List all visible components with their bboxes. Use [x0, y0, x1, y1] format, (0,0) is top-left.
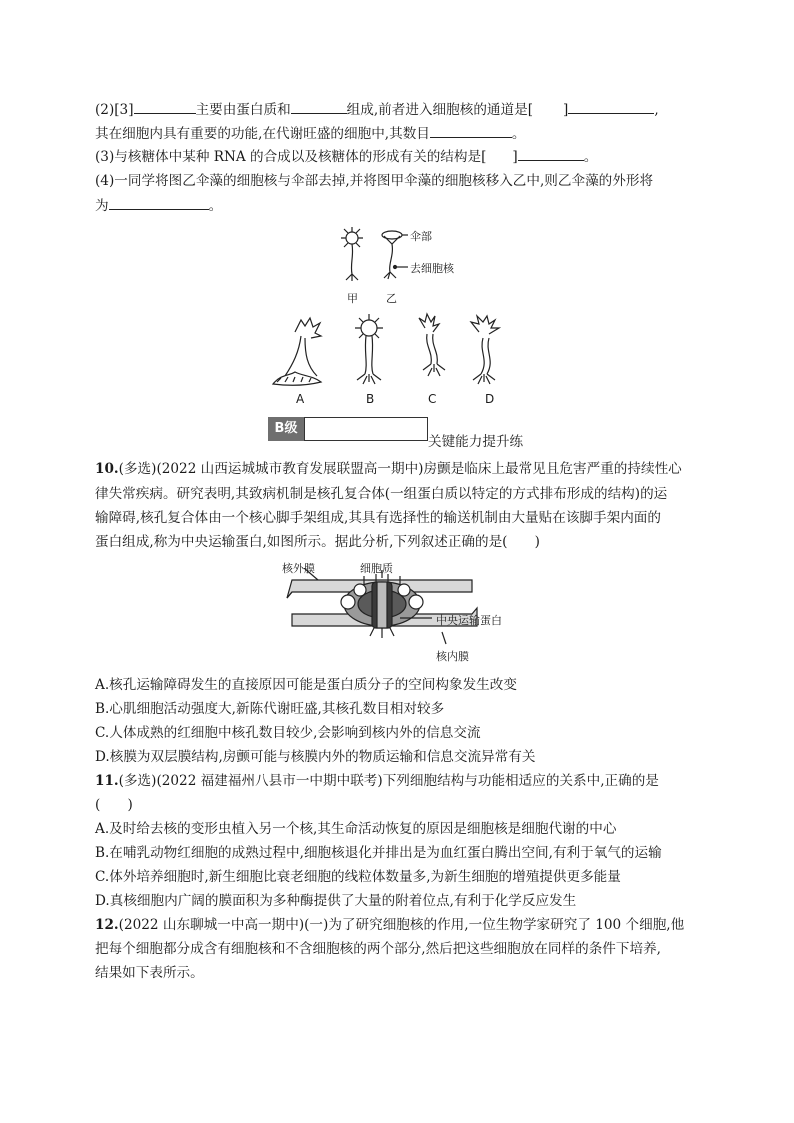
q10-line1: 10.(多选)(2022 山西运城城市教育发展联盟高一期中)房颤是临床上最常见且危害严重的持续性心	[95, 461, 682, 477]
q10-option-d[interactable]: D.核膜为双层膜结构,房颤可能与核膜内外的物质运输和信息交流异常有关	[95, 749, 536, 765]
q11-line2: ( )	[95, 797, 133, 813]
option-a-label: A	[296, 392, 305, 406]
q11-line1: 11.(多选)(2022 福建福州八县市一中期中联考)下列细胞结构与功能相适应的关系中,正确的是	[95, 773, 659, 789]
label-inner-membrane: 核内膜	[436, 650, 469, 663]
q12-line2: 把每个细胞都分成含有细胞核和不含细胞核的两个部分,然后把这些细胞放在同样的条件下培养,	[95, 941, 661, 957]
q9-part4-line1: (4)一同学将图乙伞藻的细胞核与伞部去掉,并将图甲伞藻的细胞核移入乙中,则乙伞藻的外形将	[95, 173, 654, 189]
q11-option-a[interactable]: A.及时给去核的变形虫植入另一个核,其生命活动恢复的原因是细胞核是细胞代谢的中心	[95, 821, 617, 837]
option-c-label: C	[428, 392, 437, 406]
answer-blank[interactable]	[430, 124, 512, 138]
q10-option-a[interactable]: A.核孔运输障碍发生的直接原因可能是蛋白质分子的空间构象发生改变	[95, 677, 517, 693]
label-jia: 甲	[347, 292, 358, 305]
label-denucleated: 去细胞核	[410, 262, 454, 275]
answer-blank[interactable]	[518, 147, 584, 161]
label-umbrella: 伞部	[410, 230, 432, 243]
q10-line4: 蛋白组成,称为中央运输蛋白,如图所示。据此分析,下列叙述正确的是( )	[95, 534, 540, 550]
option-c-shape	[419, 314, 445, 376]
answer-blank[interactable]	[291, 100, 347, 114]
q9-part3: (3)与核糖体中某种 RNA 的合成以及核糖体的形成有关的结构是[ ] 。	[95, 149, 598, 165]
answer-blank[interactable]	[134, 100, 196, 114]
q10-line3: 输障碍,核孔复合体由一个核心脚手架组成,其具有选择性的输送机制由大量贴在该脚手架内面的	[95, 510, 661, 526]
q12-line3: 结果如下表所示。	[95, 965, 204, 981]
q11-option-b[interactable]: B.在哺乳动物红细胞的成熟过程中,细胞核退化并排出是为血红蛋白腾出空间,有利于氧气的运输	[95, 845, 662, 861]
q11-option-d[interactable]: D.真核细胞内广阔的膜面积为多种酶提供了大量的附着位点,有利于化学反应发生	[95, 893, 577, 909]
option-b-shape	[355, 314, 383, 384]
option-b-label: B	[366, 392, 375, 406]
q9-part2-line1: (2)[3] 主要由蛋白质和 组成,前者进入细胞核的通道是[ ] ,	[95, 102, 659, 118]
question-number: 12.	[95, 917, 119, 933]
q10-line2: 律失常疾病。研究表明,其致病机制是核孔复合体(一组蛋白质以特定的方式排布形成的结构)的运	[95, 486, 668, 502]
q11-option-c[interactable]: C.体外培养细胞时,新生细胞比衰老细胞的线粒体数量多,为新生细胞的增殖提供更多能量	[95, 869, 621, 885]
acetabularia-yi	[382, 231, 408, 279]
label-central-transport-protein: 中央运输蛋白	[436, 614, 502, 627]
q10-option-c[interactable]: C.人体成熟的红细胞中核孔数目较少,会影响到核内外的信息交流	[95, 725, 481, 741]
q12-line1: 12.(2022 山东聊城一中高一期中)(一)为了研究细胞核的作用,一位生物学家研究了 100 个细胞,他	[95, 917, 685, 933]
acetabularia-jia	[341, 227, 363, 281]
q9-part2-line2: 其在细胞内具有重要的功能,在代谢旺盛的细胞中,其数目 。	[95, 126, 526, 142]
section-badge-box	[304, 417, 428, 441]
acetabularia-options-figure	[265, 312, 535, 390]
q9-part4-line2: 为 。	[95, 198, 223, 214]
label-cytoplasm: 细胞质	[360, 562, 393, 575]
answer-blank[interactable]	[109, 196, 209, 210]
label-outer-membrane: 核外膜	[282, 562, 315, 575]
question-number: 10.	[95, 461, 119, 477]
label-yi: 乙	[386, 292, 397, 305]
section-title: 关键能力提升练	[428, 434, 524, 450]
option-a-shape	[273, 318, 321, 385]
section-level-badge: B级	[268, 417, 304, 441]
option-d-label: D	[485, 392, 495, 406]
question-number: 11.	[95, 773, 119, 789]
answer-blank[interactable]	[568, 100, 654, 114]
option-d-shape	[471, 316, 499, 384]
q10-option-b[interactable]: B.心肌细胞活动强度大,新陈代谢旺盛,其核孔数目相对较多	[95, 701, 445, 717]
